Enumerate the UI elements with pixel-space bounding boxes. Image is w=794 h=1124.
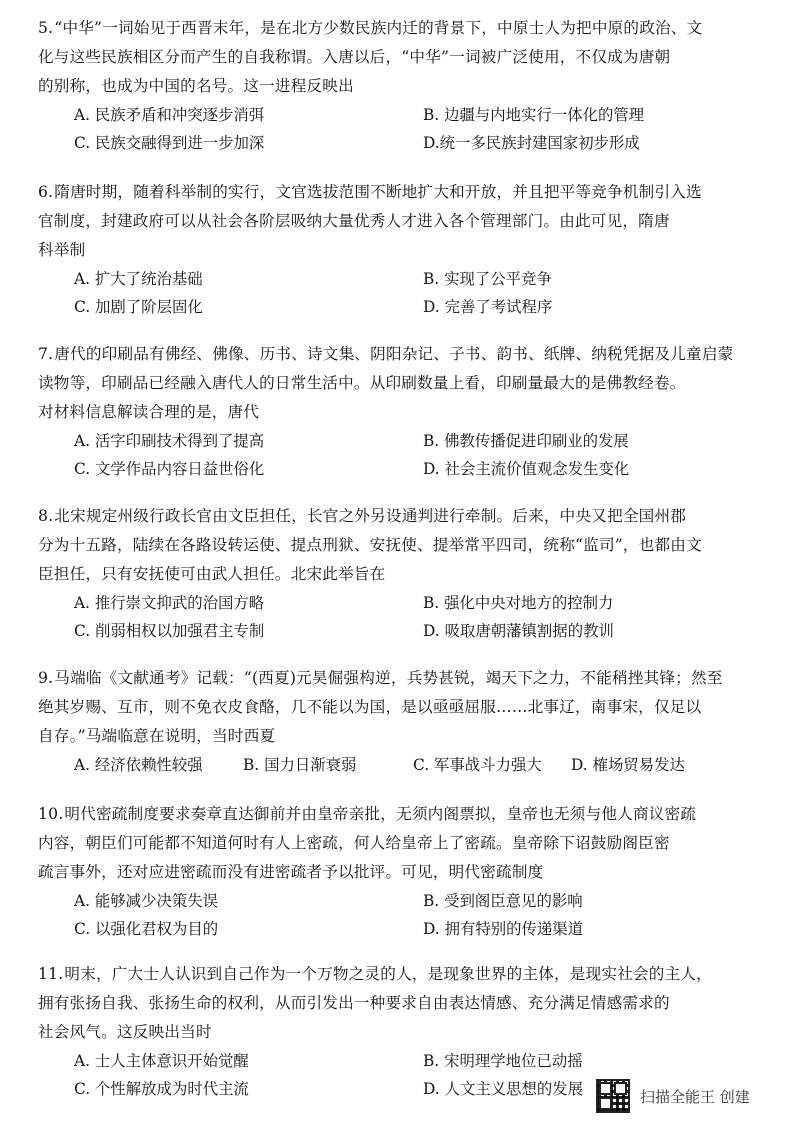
- options-row: [38, 1047, 774, 1075]
- question-9: [38, 664, 774, 779]
- option-a[interactable]: A. 扩大了统治基础: [74, 270, 203, 288]
- option-a[interactable]: A. 推行崇文抑武的治国方略: [74, 594, 265, 612]
- stem-line: 读物等，印刷品已经融入唐代人的日常生活中。从印刷数量上看，印刷量最大的是佛教经卷。: [38, 374, 686, 392]
- option-d[interactable]: D. 社会主流价值观念发生变化: [423, 460, 630, 478]
- question-number: 5.: [38, 19, 54, 37]
- option-d[interactable]: D. 人文主义思想的发展: [423, 1080, 584, 1098]
- option-d[interactable]: D.统一多民族封建国家初步形成: [423, 134, 640, 152]
- stem-line: 自存。”马端临意在说明，当时西夏: [38, 727, 276, 745]
- option-c[interactable]: C. 个性解放成为时代主流: [74, 1080, 249, 1098]
- stem-line: 明末，广大士人认识到自己作为一个万物之灵的人，是现象世界的主体，是现实社会的主人，: [64, 965, 712, 983]
- option-d[interactable]: D. 完善了考试程序: [423, 298, 553, 316]
- scanner-watermark: [596, 1077, 786, 1115]
- option-b[interactable]: B. 佛教传播促进印刷业的发展: [423, 432, 629, 450]
- stem-line: 社会风气。这反映出当时: [38, 1023, 212, 1041]
- option-b[interactable]: B. 边疆与内地实行一体化的管理: [423, 106, 645, 124]
- stem-line: 绝其岁赐、互市，则不免衣皮食酪，几不能以为国，是以亟亟屈服……北事辽，南事宋，仅足以: [38, 698, 702, 716]
- option-a[interactable]: A. 经济依赖性较强: [74, 756, 203, 774]
- stem-line: 明代密疏制度要求奏章直达御前并由皇帝亲批，无须内阁票拟，皇帝也无须与他人商议密疏: [64, 805, 697, 823]
- options-row: [38, 751, 774, 779]
- question-stem: [38, 178, 774, 265]
- option-c[interactable]: C. 以强化君权为目的: [74, 920, 219, 938]
- question-stem: [38, 664, 774, 751]
- options-row: [38, 101, 774, 129]
- options-row: [38, 265, 774, 293]
- stem-line: 疏言事外，还对应进密疏而没有进密疏者予以批评。可见，明代密疏制度: [38, 863, 544, 881]
- question-number: 10.: [38, 805, 64, 823]
- question-number: 8.: [38, 507, 54, 525]
- question-number: 7.: [38, 345, 54, 363]
- stem-line: 北宋规定州级行政长官由文臣担任，长官之外另设通判进行牵制。后来，中央又把全国州郡: [54, 507, 687, 525]
- options-row: [38, 427, 774, 455]
- question-stem: [38, 340, 774, 427]
- option-a[interactable]: A. 活字印刷技术得到了提高: [74, 432, 265, 450]
- question-7: [38, 340, 774, 483]
- stem-line: 马端临《文献通考》记载：“(西夏)元昊倔强构逆，兵势甚锐，竭天下之力，不能稍挫其锋；然至: [54, 669, 723, 687]
- question-10: [38, 800, 774, 943]
- stem-line: 隋唐时期，随着科举制的实行，文官选拔范围不断地扩大和开放，并且把平等竞争机制引入选: [54, 183, 702, 201]
- option-b[interactable]: B. 强化中央对地方的控制力: [423, 594, 614, 612]
- option-b[interactable]: B. 实现了公平竞争: [423, 270, 552, 288]
- option-d[interactable]: D. 吸取唐朝藩镇割据的教训: [423, 622, 614, 640]
- watermark-text: 扫描全能王 创建: [640, 1087, 750, 1106]
- question-stem: [38, 960, 774, 1047]
- options-row: [38, 589, 774, 617]
- stem-line: 的别称，也成为中国的名号。这一进程反映出: [38, 77, 354, 95]
- stem-line: 官制度，封建政府可以从社会各阶层吸纳大量优秀人才进入各个管理部门。由此可见，隋唐: [38, 212, 670, 230]
- stem-line: 科举制: [38, 241, 86, 259]
- stem-line: 对材料信息解读合理的是，唐代: [38, 403, 260, 421]
- option-c[interactable]: C. 削弱相权以加强君主专制: [74, 622, 265, 640]
- question-stem: [38, 502, 774, 589]
- option-b[interactable]: B. 受到阁臣意见的影响: [423, 892, 583, 910]
- question-number: 6.: [38, 183, 54, 201]
- option-c[interactable]: C. 民族交融得到进一步加深: [74, 134, 265, 152]
- stem-line: 臣担任，只有安抚使可由武人担任。北宋此举旨在: [38, 565, 386, 583]
- option-c[interactable]: C. 文学作品内容日益世俗化: [74, 460, 265, 478]
- question-stem: [38, 800, 774, 887]
- question-number: 11.: [38, 965, 64, 983]
- options-row: [38, 129, 774, 157]
- stem-line: 分为十五路，陆续在各路设转运使、提点刑狱、安抚使、提举常平四司，统称“监司”，也都由文: [38, 536, 702, 554]
- question-number: 9.: [38, 669, 54, 687]
- option-d[interactable]: D. 榷场贸易发达: [571, 756, 685, 774]
- stem-line: 化与这些民族相区分而产生的自我称谓。入唐以后，“中华”一词被广泛使用，不仅成为唐朝: [38, 48, 671, 66]
- question-8: [38, 502, 774, 645]
- option-a[interactable]: A. 能够减少决策失误: [74, 892, 219, 910]
- option-b[interactable]: B. 宋明理学地位已动摇: [423, 1052, 583, 1070]
- option-b[interactable]: B. 国力日渐衰弱: [243, 756, 357, 774]
- qr-code-icon: [596, 1079, 630, 1113]
- question-5: [38, 14, 774, 157]
- options-row: [38, 455, 774, 483]
- question-stem: [38, 14, 774, 101]
- option-d[interactable]: D. 拥有特别的传递渠道: [423, 920, 584, 938]
- stem-line: 内容，朝臣们可能都不知道何时有人上密疏，何人给皇帝上了密疏。皇帝除下诏鼓励阁臣密: [38, 834, 670, 852]
- stem-line: “中华”一词始见于西晋末年，是在北方少数民族内迁的背景下，中原士人为把中原的政治、文: [54, 19, 703, 37]
- option-a[interactable]: A. 民族矛盾和冲突逐步消弭: [74, 106, 265, 124]
- question-6: [38, 178, 774, 321]
- options-row: [38, 617, 774, 645]
- options-row: [38, 887, 774, 915]
- stem-line: 唐代的印刷品有佛经、佛像、历书、诗文集、阴阳杂记、子书、韵书、纸牌、纳税凭据及儿童启蒙: [54, 345, 734, 363]
- option-c[interactable]: C. 军事战斗力强大: [413, 756, 542, 774]
- options-row: [38, 915, 774, 943]
- options-row: [38, 293, 774, 321]
- option-a[interactable]: A. 士人主体意识开始觉醒: [74, 1052, 249, 1070]
- option-c[interactable]: C. 加剧了阶层固化: [74, 298, 203, 316]
- stem-line: 拥有张扬自我、张扬生命的权利，从而引发出一种要求自由表达情感、充分满足情感需求的: [38, 994, 670, 1012]
